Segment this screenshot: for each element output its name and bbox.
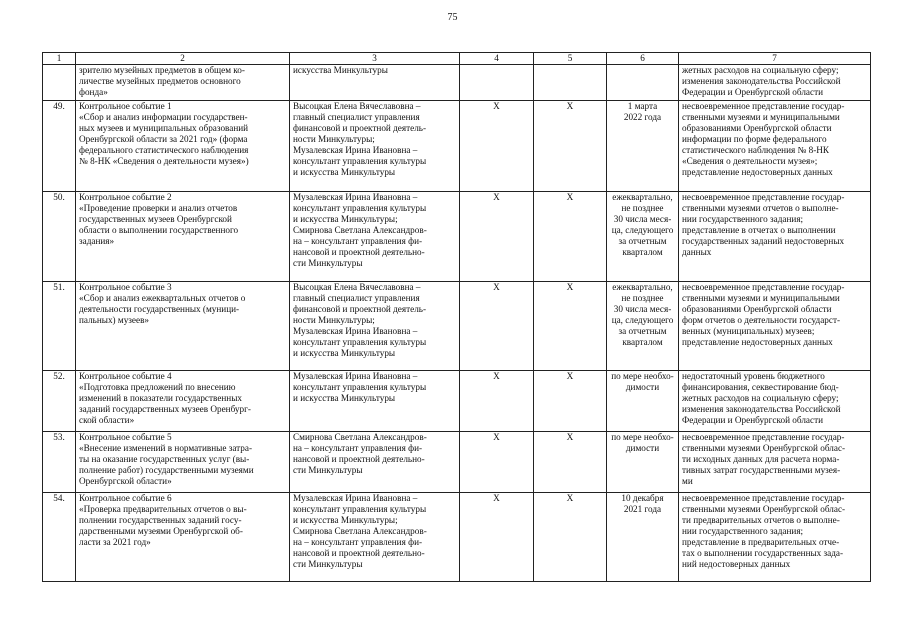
mark-cell [534,65,607,101]
deadline-cell: ежеквартально, не позднее 30 числа меся- ца, следующего за отчетным кварталом [607,282,679,371]
mark-cell [460,65,534,101]
column-number: 1 [43,53,76,65]
column-number: 3 [290,53,460,65]
row-number [43,65,76,101]
table-row [43,432,871,493]
table-row [43,371,871,432]
mark-cell: X [534,101,607,192]
deadline-cell: по мере необхо- димости [607,371,679,432]
risks-cell: несвоевременное представление государ- ственными музеями Оренбургской облас- ти исходных данных для расчета норма- тивных затрат государственными музея- ми [679,432,871,493]
table-row [43,493,871,582]
mark-cell: X [460,432,534,493]
page-number: 75 [447,12,458,23]
control-events-table [42,52,871,582]
column-number: 2 [76,53,290,65]
row-number: 49. [43,101,76,192]
row-number: 51. [43,282,76,371]
deadline-cell [607,65,679,101]
responsible-cell: Высоцкая Елена Вячеславовна – главный специалист управления финансовой и проектной деятель- ности Минкультуры; Музалевская Ирина Ивановна – консультант управления культуры и искусства Минкультуры [290,282,460,371]
responsible-cell: Музалевская Ирина Ивановна – консультант управления культуры и искусства Минкультуры [290,371,460,432]
mark-cell: X [460,192,534,282]
responsible-cell: Смирнова Светлана Александров- на – консультант управления фи- нансовой и проектной деятельно- сти Минкультуры [290,432,460,493]
responsible-cell: Музалевская Ирина Ивановна – консультант управления культуры и искусства Минкультуры; Смирнова Светлана Александров- на – консультант управления фи- нансовой и проектной деятельно- сти Минкультуры [290,493,460,582]
deadline-cell: 1 марта 2022 года [607,101,679,192]
column-number: 5 [534,53,607,65]
mark-cell: X [534,493,607,582]
row-number: 52. [43,371,76,432]
deadline-cell: 10 декабря 2021 года [607,493,679,582]
deadline-cell: по мере необхо- димости [607,432,679,493]
event-cell: Контрольное событие 1 «Сбор и анализ информации государствен- ных музеев и муниципальных образований Оренбургской области за 2021 год» (форма федерального статистического наблюдения № 8-НК «Сведения о деятельности музея») [76,101,290,192]
risks-cell: несвоевременное представление государ- ственными музеями Оренбургской облас- ти предварительных отчетов о выполне- нии государственного задания; представление в предварительных отче- тах о выполнении государственных зада- ний недостоверных данных [679,493,871,582]
risks-cell: несвоевременное представление государ- ственными музеями и муниципальными образованиями Оренбургской области информации по форме федерального статистического наблюдения № 8-НК «Сведения о деятельности музея»; представление недостоверных данных [679,101,871,192]
mark-cell: X [460,371,534,432]
column-number: 6 [607,53,679,65]
row-number: 53. [43,432,76,493]
table-row [43,101,871,192]
mark-cell: X [460,493,534,582]
event-cell: Контрольное событие 3 «Сбор и анализ ежеквартальных отчетов о деятельности государственных (муници- пальных) музеев» [76,282,290,371]
risks-cell: несвоевременное представление государ- ственными музеями отчетов о выполне- нии государственного задания; представление в отчетах о выполнении государственных заданий недостоверных данных [679,192,871,282]
event-cell: Контрольное событие 6 «Проверка предварительных отчетов о вы- полнении государственных заданий госу- дарственными музеями Оренбургской об- ласти за 2021 год» [76,493,290,582]
table-row [43,192,871,282]
event-cell: Контрольное событие 2 «Проведение проверки и анализ отчетов государственных музеев Оренбургской области о выполнении государственного задания» [76,192,290,282]
event-cell: зрителю музейных предметов в общем ко- личестве музейных предметов основного фонда» [76,65,290,101]
column-number: 7 [679,53,871,65]
table-row-continued [43,65,871,101]
event-cell: Контрольное событие 5 «Внесение изменений в нормативные затра- ты на оказание государственных услуг (вы- полнение работ) государственными музеями Оренбургской области» [76,432,290,493]
table-row [43,282,871,371]
column-number: 4 [460,53,534,65]
mark-cell: X [460,101,534,192]
risks-cell: несвоевременное представление государ- ственными музеями и муниципальными образованиями Оренбургской области форм отчетов о деятельности государст- венных (муниципальных) музеев; представление недостоверных данных [679,282,871,371]
deadline-cell: ежеквартально, не позднее 30 числа меся- ца, следующего за отчетным кварталом [607,192,679,282]
responsible-cell: Высоцкая Елена Вячеславовна – главный специалист управления финансовой и проектной деятель- ности Минкультуры; Музалевская Ирина Ивановна – консультант управления культуры и искусства Минкультуры [290,101,460,192]
mark-cell: X [460,282,534,371]
row-number: 54. [43,493,76,582]
responsible-cell: Музалевская Ирина Ивановна – консультант управления культуры и искусства Минкультуры; Смирнова Светлана Александров- на – консультант управления фи- нансовой и проектной деятельно- сти Минкультуры [290,192,460,282]
risks-cell: жетных расходов на социальную сферу; изменения законодательства Российской Федерации и Оренбургской области [679,65,871,101]
row-number: 50. [43,192,76,282]
mark-cell: X [534,282,607,371]
mark-cell: X [534,371,607,432]
event-cell: Контрольное событие 4 «Подготовка предложений по внесению изменений в показатели государственных заданий государственных музеев Оренбург- ской области» [76,371,290,432]
mark-cell: X [534,432,607,493]
mark-cell: X [534,192,607,282]
responsible-cell: искусства Минкультуры [290,65,460,101]
risks-cell: недостаточный уровень бюджетного финансирования, секвестирование бюд- жетных расходов на социальную сферу; изменения законодательства Российской Федерации и Оренбургской области [679,371,871,432]
column-number-row [43,53,871,65]
